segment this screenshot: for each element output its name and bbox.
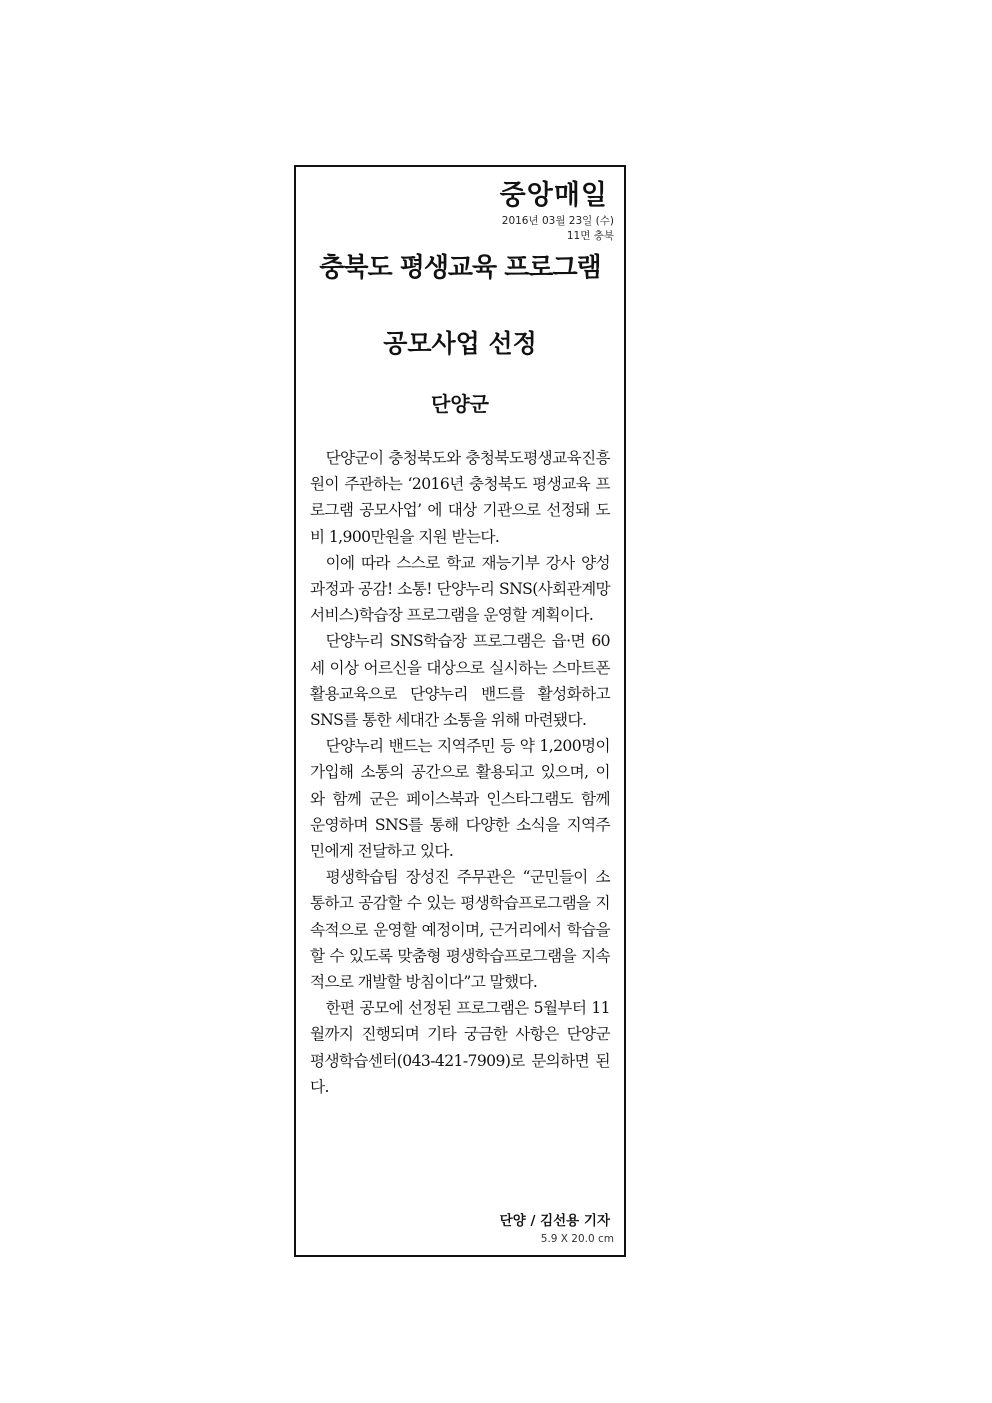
clipping-size: 5.9 X 20.0 cm (540, 1233, 614, 1245)
publication-date: 2016년 03월 23일 (수) (501, 215, 614, 227)
dateline: 단양군 (431, 392, 489, 416)
paragraph: 이에 따라 스스로 학교 재능기부 강사 양성과정과 공감! 소통! 단양누리 SNS(사회관계망서비스)학습장 프로그램을 운영할 계획이다. (310, 553, 610, 625)
paragraph: 단양누리 밴드는 지역주민 등 약 1,200명이 가입해 소통의 공간으로 활용되고 있으며, 이와 함께 군은 페이스북과 인스타그램도 함께 운영하며 SNS를 통해 다양한 소식을 지역주민에게 전달하고 있다. (310, 737, 610, 861)
headline: 충북도 평생교육 프로그램 (319, 253, 601, 283)
byline: 단양 / 김선용 기자 (499, 1213, 610, 1229)
news-clipping (294, 165, 626, 1257)
subheadline: 공모사업 선정 (383, 329, 537, 358)
page-section: 11면 충북 (566, 230, 614, 242)
paragraph: 평생학습팀 장성진 주무관은 “군민들이 소통하고 공감할 수 있는 평생학습프로그램을 지속적으로 운영할 예정이며, 근거리에서 학습을 할 수 있도록 맞춤형 평생학습프로그램을 지속적으로 개발할 방침이다”고 말했다. (310, 868, 610, 992)
article-body (310, 445, 610, 1100)
paragraph: 한편 공모에 선정된 프로그램은 5월부터 11월까지 진행되며 기타 궁금한 사항은 단양군 평생학습센터(043-421-7909)로 문의하면 된다. (310, 999, 610, 1096)
newspaper-name: 중앙매일 (499, 180, 608, 211)
paragraph: 단양군이 충청북도와 충청북도평생교육진흥원이 주관하는 ‘2016년 충청북도 평생교육 프로그램 공모사업’ 에 대상 기관으로 선정돼 도비 1,900만원을 지원 받는다. (310, 449, 610, 546)
paragraph: 단양누리 SNS학습장 프로그램은 읍·면 60세 이상 어르신을 대상으로 실시하는 스마트폰 활용교육으로 단양누리 밴드를 활성화하고 SNS를 통한 세대간 소통을 위해 마련됐다. (310, 632, 610, 730)
